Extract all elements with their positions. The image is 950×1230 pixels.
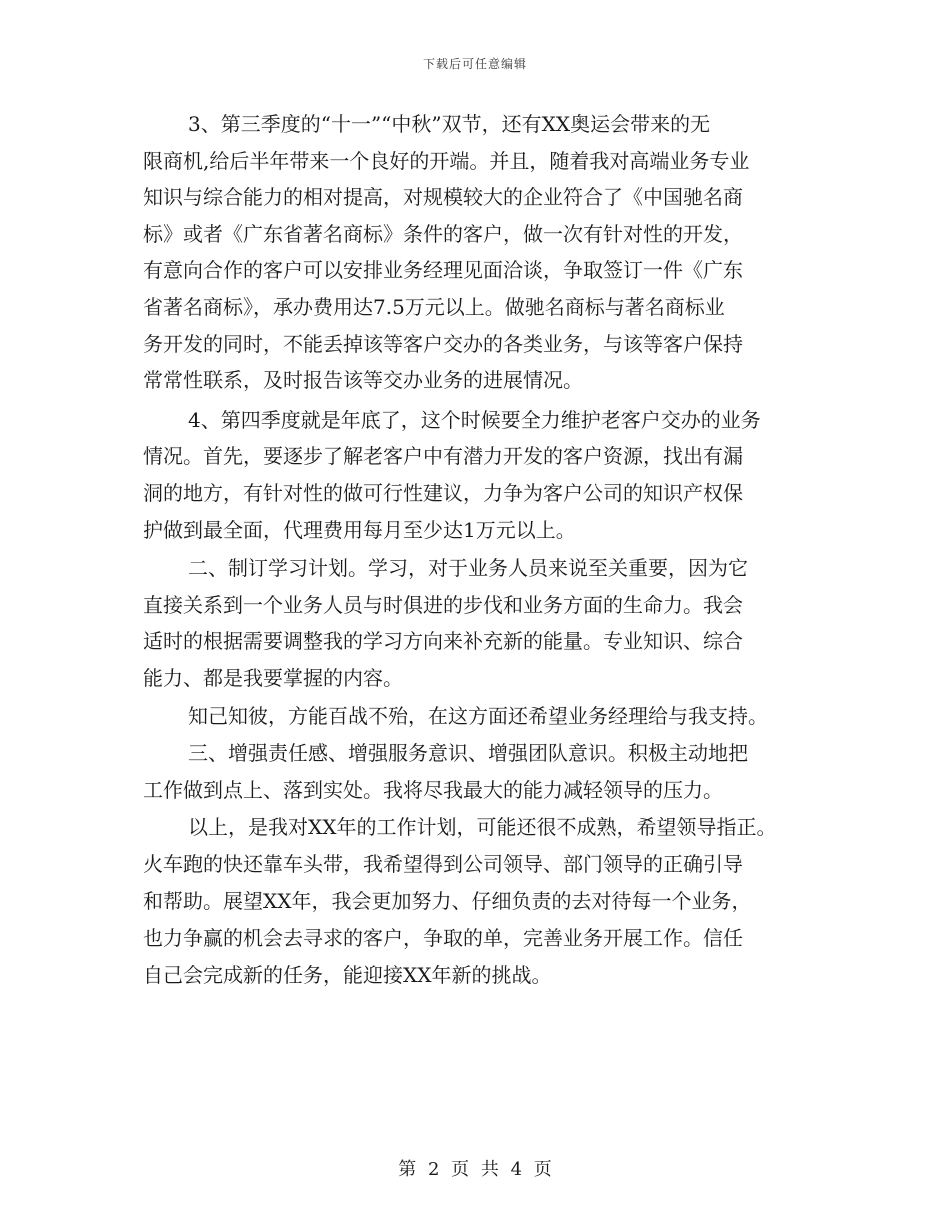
text-line: 洞的地方，有针对性的做可行性建议，力争为客户公司的知识产权保 <box>143 481 743 505</box>
text-line: 二、制订学习计划。学习，对于业务人员来说至关重要，因为它 <box>188 556 748 580</box>
text-line: 自己会完成新的任务，能迎接XX年新的挑战。 <box>143 963 552 987</box>
text-line: 知己知彼，方能百战不殆，在这方面还希望业务经理给与我支持。 <box>188 704 768 728</box>
text-line: 以上，是我对XX年的工作计划，可能还很不成熟，希望领导指正。 <box>188 815 777 839</box>
text-line: 3、第三季度的“十一”“中秋”双节，还有XX奥运会带来的无 <box>188 112 711 136</box>
text-line: 限商机,给后半年带来一个良好的开端。并且，随着我对高端业务专业 <box>143 149 750 173</box>
text-line: 有意向合作的客户可以安排业务经理见面洽谈，争取签订一件《广东 <box>143 258 743 282</box>
text-line: 工作做到点上、落到实处。我将尽我最大的能力减轻领导的压力。 <box>143 778 723 802</box>
text-line: 情况。首先，要逐步了解老客户中有潜力开发的客户资源，找出有漏 <box>143 444 743 468</box>
text-line: 直接关系到一个业务人员与时俱进的步伐和业务方面的生命力。我会 <box>143 593 743 617</box>
text-line: 知识与综合能力的相对提高，对规模较大的企业符合了《中国驰名商 <box>143 185 743 209</box>
text-line: 省著名商标》，承办费用达7.5万元以上。做驰名商标与著名商标业 <box>143 295 725 319</box>
text-line: 4、第四季度就是年底了，这个时候要全力维护老客户交办的业务 <box>188 408 761 432</box>
text-line: 务开发的同时，不能丢掉该等客户交办的各类业务，与该等客户保持 <box>143 332 743 356</box>
text-line: 也力争赢的机会去寻求的客户，争取的单，完善业务开展工作。信任 <box>143 926 743 950</box>
page-header: 下载后可任意编辑 <box>422 57 527 71</box>
page-number: 第 2 页 共 4 页 <box>398 1159 552 1180</box>
text-line: 火车跑的快还靠车头带，我希望得到公司领导、部门领导的正确引导 <box>143 852 743 876</box>
text-line: 标》或者《广东省著名商标》条件的客户，做一次有针对性的开发， <box>143 222 743 246</box>
text-line: 能力、都是我要掌握的内容。 <box>143 666 403 690</box>
text-line: 和帮助。展望XX年，我会更加努力、仔细负责的去对待每一个业务， <box>143 889 752 913</box>
text-line: 三、增强责任感、增强服务意识、增强团队意识。积极主动地把 <box>188 741 748 765</box>
text-line: 常常性联系，及时报告该等交办业务的进展情况。 <box>143 368 583 392</box>
text-line: 适时的根据需要调整我的学习方向来补充新的能量。专业知识、综合 <box>143 629 743 653</box>
text-line: 护做到最全面，代理费用每月至少达1万元以上。 <box>143 518 576 542</box>
